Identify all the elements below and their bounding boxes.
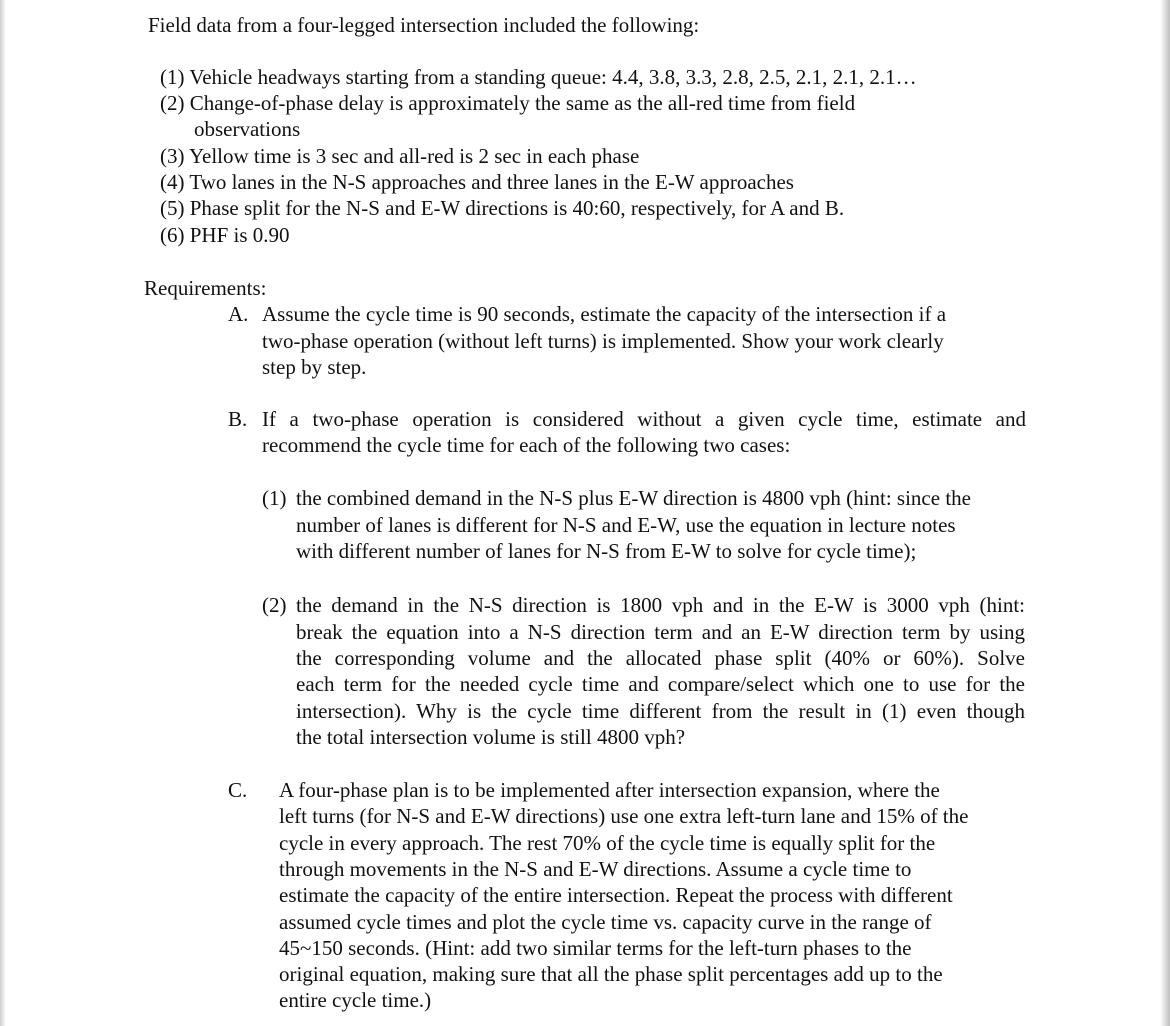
requirement-c-line: assumed cycle times and plot the cycle time vs. capacity curve in the range of <box>279 910 932 934</box>
requirement-b1-line: with different number of lanes for N-S from E-W to solve for cycle time); <box>296 539 917 563</box>
requirement-c-line: 45~150 seconds. (Hint: add two similar terms for the left-turn phases to the <box>279 936 912 960</box>
requirement-c-label: C. <box>228 778 248 802</box>
data-item-3: (3) Yellow time is 3 sec and all-red is 2 sec in each phase <box>160 144 640 168</box>
requirement-c-line: left turns (for N-S and E-W directions) use one extra left-turn lane and 15% of the <box>279 804 969 828</box>
requirement-b2-line: intersection). Why is the cycle time different from the result in (1) even though <box>296 699 1025 723</box>
requirement-b1-line: number of lanes is different for N-S and E-W, use the equation in lecture notes <box>296 513 956 537</box>
requirement-b2-line: break the equation into a N-S direction term and an E-W direction term by using <box>296 620 1025 644</box>
intro-text: Field data from a four-legged intersection included the following: <box>148 13 700 37</box>
requirement-c-line: original equation, making sure that all the phase split percentages add up to the <box>279 962 943 986</box>
requirement-a-line: step by step. <box>262 355 367 379</box>
data-item-1: (1) Vehicle headways starting from a standing queue: 4.4, 3.8, 3.3, 2.8, 2.5, 2.1, 2.1, 2.1… <box>160 65 917 89</box>
requirement-b2-line: the total intersection volume is still 4800 vph? <box>296 725 686 749</box>
requirement-a-line: two-phase operation (without left turns) is implemented. Show your work clearly <box>262 329 944 353</box>
data-item-5: (5) Phase split for the N-S and E-W directions is 40:60, respectively, for A and B. <box>160 196 845 220</box>
data-item-2-continued: observations <box>194 117 301 141</box>
requirement-c-line: A four-phase plan is to be implemented after intersection expansion, where the <box>279 778 940 802</box>
requirement-b-label: B. <box>228 407 248 431</box>
requirement-b1-line: the combined demand in the N-S plus E-W direction is 4800 vph (hint: since the <box>296 486 971 510</box>
requirement-c-line: cycle in every approach. The rest 70% of the cycle time is equally split for the <box>279 831 936 855</box>
requirement-b2-line: the corresponding volume and the allocated phase split (40% or 60%). Solve <box>296 646 1025 670</box>
requirement-c-line: estimate the capacity of the entire intersection. Repeat the process with different <box>279 883 953 907</box>
requirement-b-line: If a two-phase operation is considered without a given cycle time, estimate and <box>262 407 1026 431</box>
requirement-c-line: entire cycle time.) <box>279 988 432 1012</box>
requirement-b2-line: the demand in the N-S direction is 1800 vph and in the E-W is 3000 vph (hint: <box>296 593 1025 617</box>
requirement-a-label: A. <box>228 302 249 326</box>
requirement-b2-line: each term for the needed cycle time and compare/select which one to use for the <box>296 672 1025 696</box>
requirements-heading: Requirements: <box>144 276 267 300</box>
page-left-edge <box>0 0 6 1026</box>
requirement-b-line: recommend the cycle time for each of the following two cases: <box>262 433 791 457</box>
requirement-b1-label: (1) <box>262 486 287 510</box>
requirement-b2-label: (2) <box>262 593 287 617</box>
page-right-edge <box>1160 0 1170 1026</box>
data-item-2: (2) Change-of-phase delay is approximately the same as the all-red time from field <box>160 91 856 115</box>
data-item-6: (6) PHF is 0.90 <box>160 223 290 247</box>
data-item-4: (4) Two lanes in the N-S approaches and three lanes in the E-W approaches <box>160 170 794 194</box>
requirement-c-line: through movements in the N-S and E-W directions. Assume a cycle time to <box>279 857 912 881</box>
requirement-a-line: Assume the cycle time is 90 seconds, estimate the capacity of the intersection if a <box>262 302 947 326</box>
